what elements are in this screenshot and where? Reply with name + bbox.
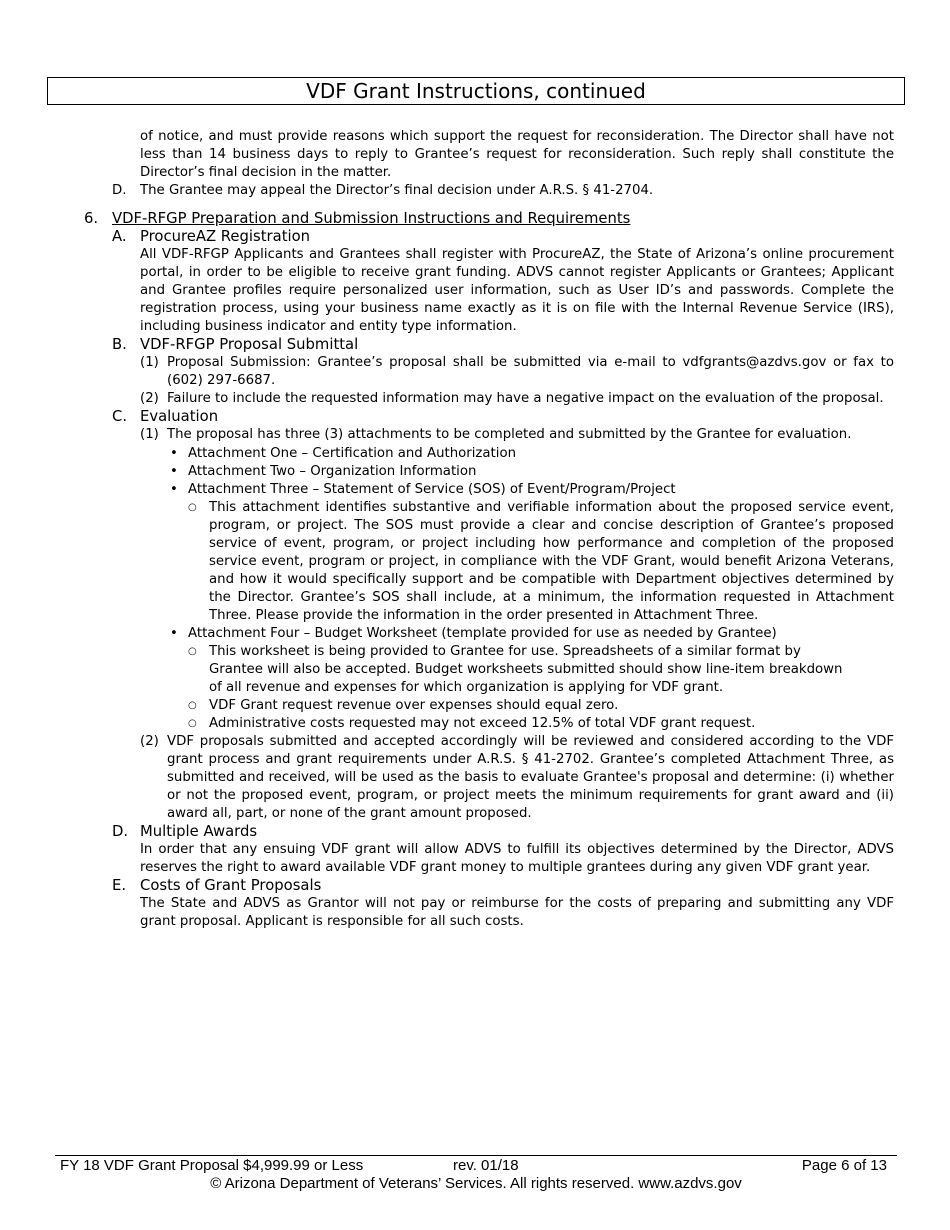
subsection-title: ProcureAZ Registration (140, 228, 311, 245)
subsection-label: A. (112, 228, 127, 245)
item-number: (2) (140, 391, 159, 406)
sub-list (188, 643, 894, 733)
subsection-d-heading (112, 823, 894, 841)
list-item: • Attachment One – Certification and Authorization (167, 445, 894, 463)
subsection-label: B. (112, 336, 127, 353)
list-item-text: • Attachment Three – Statement of Service (SOS) of Event/Program/Project (188, 482, 676, 497)
page-title: VDF Grant Instructions, continued (47, 77, 905, 105)
subsection-title: Multiple Awards (140, 823, 258, 840)
subsection-label: C. (112, 408, 128, 425)
subsection-a-heading (112, 228, 894, 246)
subsection-a-text: All VDF-RFGP Applicants and Grantees shall register with ProcureAZ, the State of Arizona’s online procurement portal, in order to be eligible to receive grant funding. ADVS cannot register Applicants or Grantees; Applicant and Grantee profiles require personalized user information, such as User ID’s and passwords. Complete the registration process, using your business name exactly as it is on file with the Internal Revenue Service (IRS), including business indicator and entity type information. (140, 247, 894, 334)
evaluation-item-2 (140, 733, 894, 823)
footer-doc-name: FY 18 VDF Grant Proposal $4,999.99 or Less (60, 1157, 364, 1174)
item-number: (2) (140, 734, 159, 749)
footer-revision: rev. 01/18 (453, 1157, 519, 1174)
subsection-b-heading (112, 336, 894, 354)
list-item: • Attachment Two – Organization Information (167, 463, 894, 481)
section-6-heading (84, 210, 894, 228)
document-body (84, 128, 894, 931)
sub-list-item: ○ This attachment identifies substantive and verifiable information about the proposed service event, program, or project. The SOS must provide a clear and concise description of Grantee’s proposed service of event, program, or project including how performance and completion of the proposed service event, program or project, in compliance with the VDF Grant, would benefit Arizona Veterans, and how it would specifically support and be compatible with Department objectives determined by the Director. Grantee’s SOS shall include, at a minimum, the information requested in Attachment Three. Please provide the information in the order presented in Attachment Three. (188, 499, 894, 625)
subsection-e-heading (112, 877, 894, 895)
section-number: 6. (84, 210, 99, 227)
subsection-e-text: The State and ADVS as Grantor will not pay or reimburse for the costs of preparing and submitting any VDF grant proposal. Applicant is responsible for all such costs. (140, 896, 894, 929)
sub-list-item: ○ VDF Grant request revenue over expenses should equal zero. (188, 697, 894, 715)
proposal-item-2 (140, 390, 894, 408)
footer-page-number: Page 6 of 13 (801, 1157, 887, 1174)
list-item-text: • Attachment Four – Budget Worksheet (template provided for use as needed by Grantee) (188, 626, 777, 641)
subsection-title: VDF-RFGP Proposal Submittal (140, 336, 359, 353)
evaluation-item-1 (140, 426, 894, 733)
section-title: VDF-RFGP Preparation and Submission Instructions and Requirements (112, 210, 631, 227)
item-text: VDF proposals submitted and accepted accordingly will be reviewed and considered according to the VDF grant process and grant requirements under A.R.S. § 41-2702. Grantee’s completed Attachment Three, as submitted and received, will be used as the basis to evaluate Grantee's proposal and determine: (i) whether or not the proposed event, program, or project meets the minimum requirements for grant award and (ii) award all, part, or none of the grant amount proposed. (167, 734, 894, 821)
item-text: Failure to include the requested information may have a negative impact on the evaluation of the proposal. (167, 391, 884, 406)
list-item (167, 481, 894, 625)
item-text: The proposal has three (3) attachments to be completed and submitted by the Grantee for evaluation. (167, 427, 852, 442)
sub-list (188, 499, 894, 625)
item-text: The Grantee may appeal the Director’s final decision under A.R.S. § 41-2704. (140, 183, 654, 198)
subsection-label: D. (112, 823, 129, 840)
intro-paragraph: of notice, and must provide reasons which support the request for reconsideration. The Director shall have not less than 14 business days to reply to Grantee’s request for reconsideration. Such reply shall constitute the Director’s final decision in the matter. (140, 129, 894, 180)
item-text: Proposal Submission: Grantee’s proposal shall be submitted via e-mail to vdfgrants@azdvs.gov or fax to (602) 297-6687. (167, 355, 894, 388)
subsection-label: E. (112, 877, 127, 894)
subsection-d-text: In order that any ensuing VDF grant will allow ADVS to fulfill its objectives determined by the Director, ADVS reserves the right to award available VDF grant money to multiple grantees during any given VDF grant year. (140, 842, 894, 875)
item-label: D. (112, 183, 127, 198)
item-number: (1) (140, 427, 159, 442)
attachment-list (167, 445, 894, 733)
sub-list-item: ○ Administrative costs requested may not exceed 12.5% of total VDF grant request. (188, 715, 894, 733)
proposal-item-1 (140, 354, 894, 390)
subsection-title: Evaluation (140, 408, 219, 425)
subsection-c-heading (112, 408, 894, 426)
intro-item-d (112, 182, 894, 200)
item-number: (1) (140, 355, 159, 370)
footer-copyright: © Arizona Department of Veterans’ Services. All rights reserved. www.azdvs.gov (210, 1175, 742, 1192)
list-item (167, 625, 894, 733)
page-footer (55, 1155, 897, 1193)
sub-list-item: ○ This worksheet is being provided to Grantee for use. Spreadsheets of a similar format by Grantee will also be accepted. Budget worksheets submitted should show line-item breakdown of all revenue and expenses for which organization is applying for VDF grant. (188, 643, 894, 697)
subsection-title: Costs of Grant Proposals (140, 877, 322, 894)
